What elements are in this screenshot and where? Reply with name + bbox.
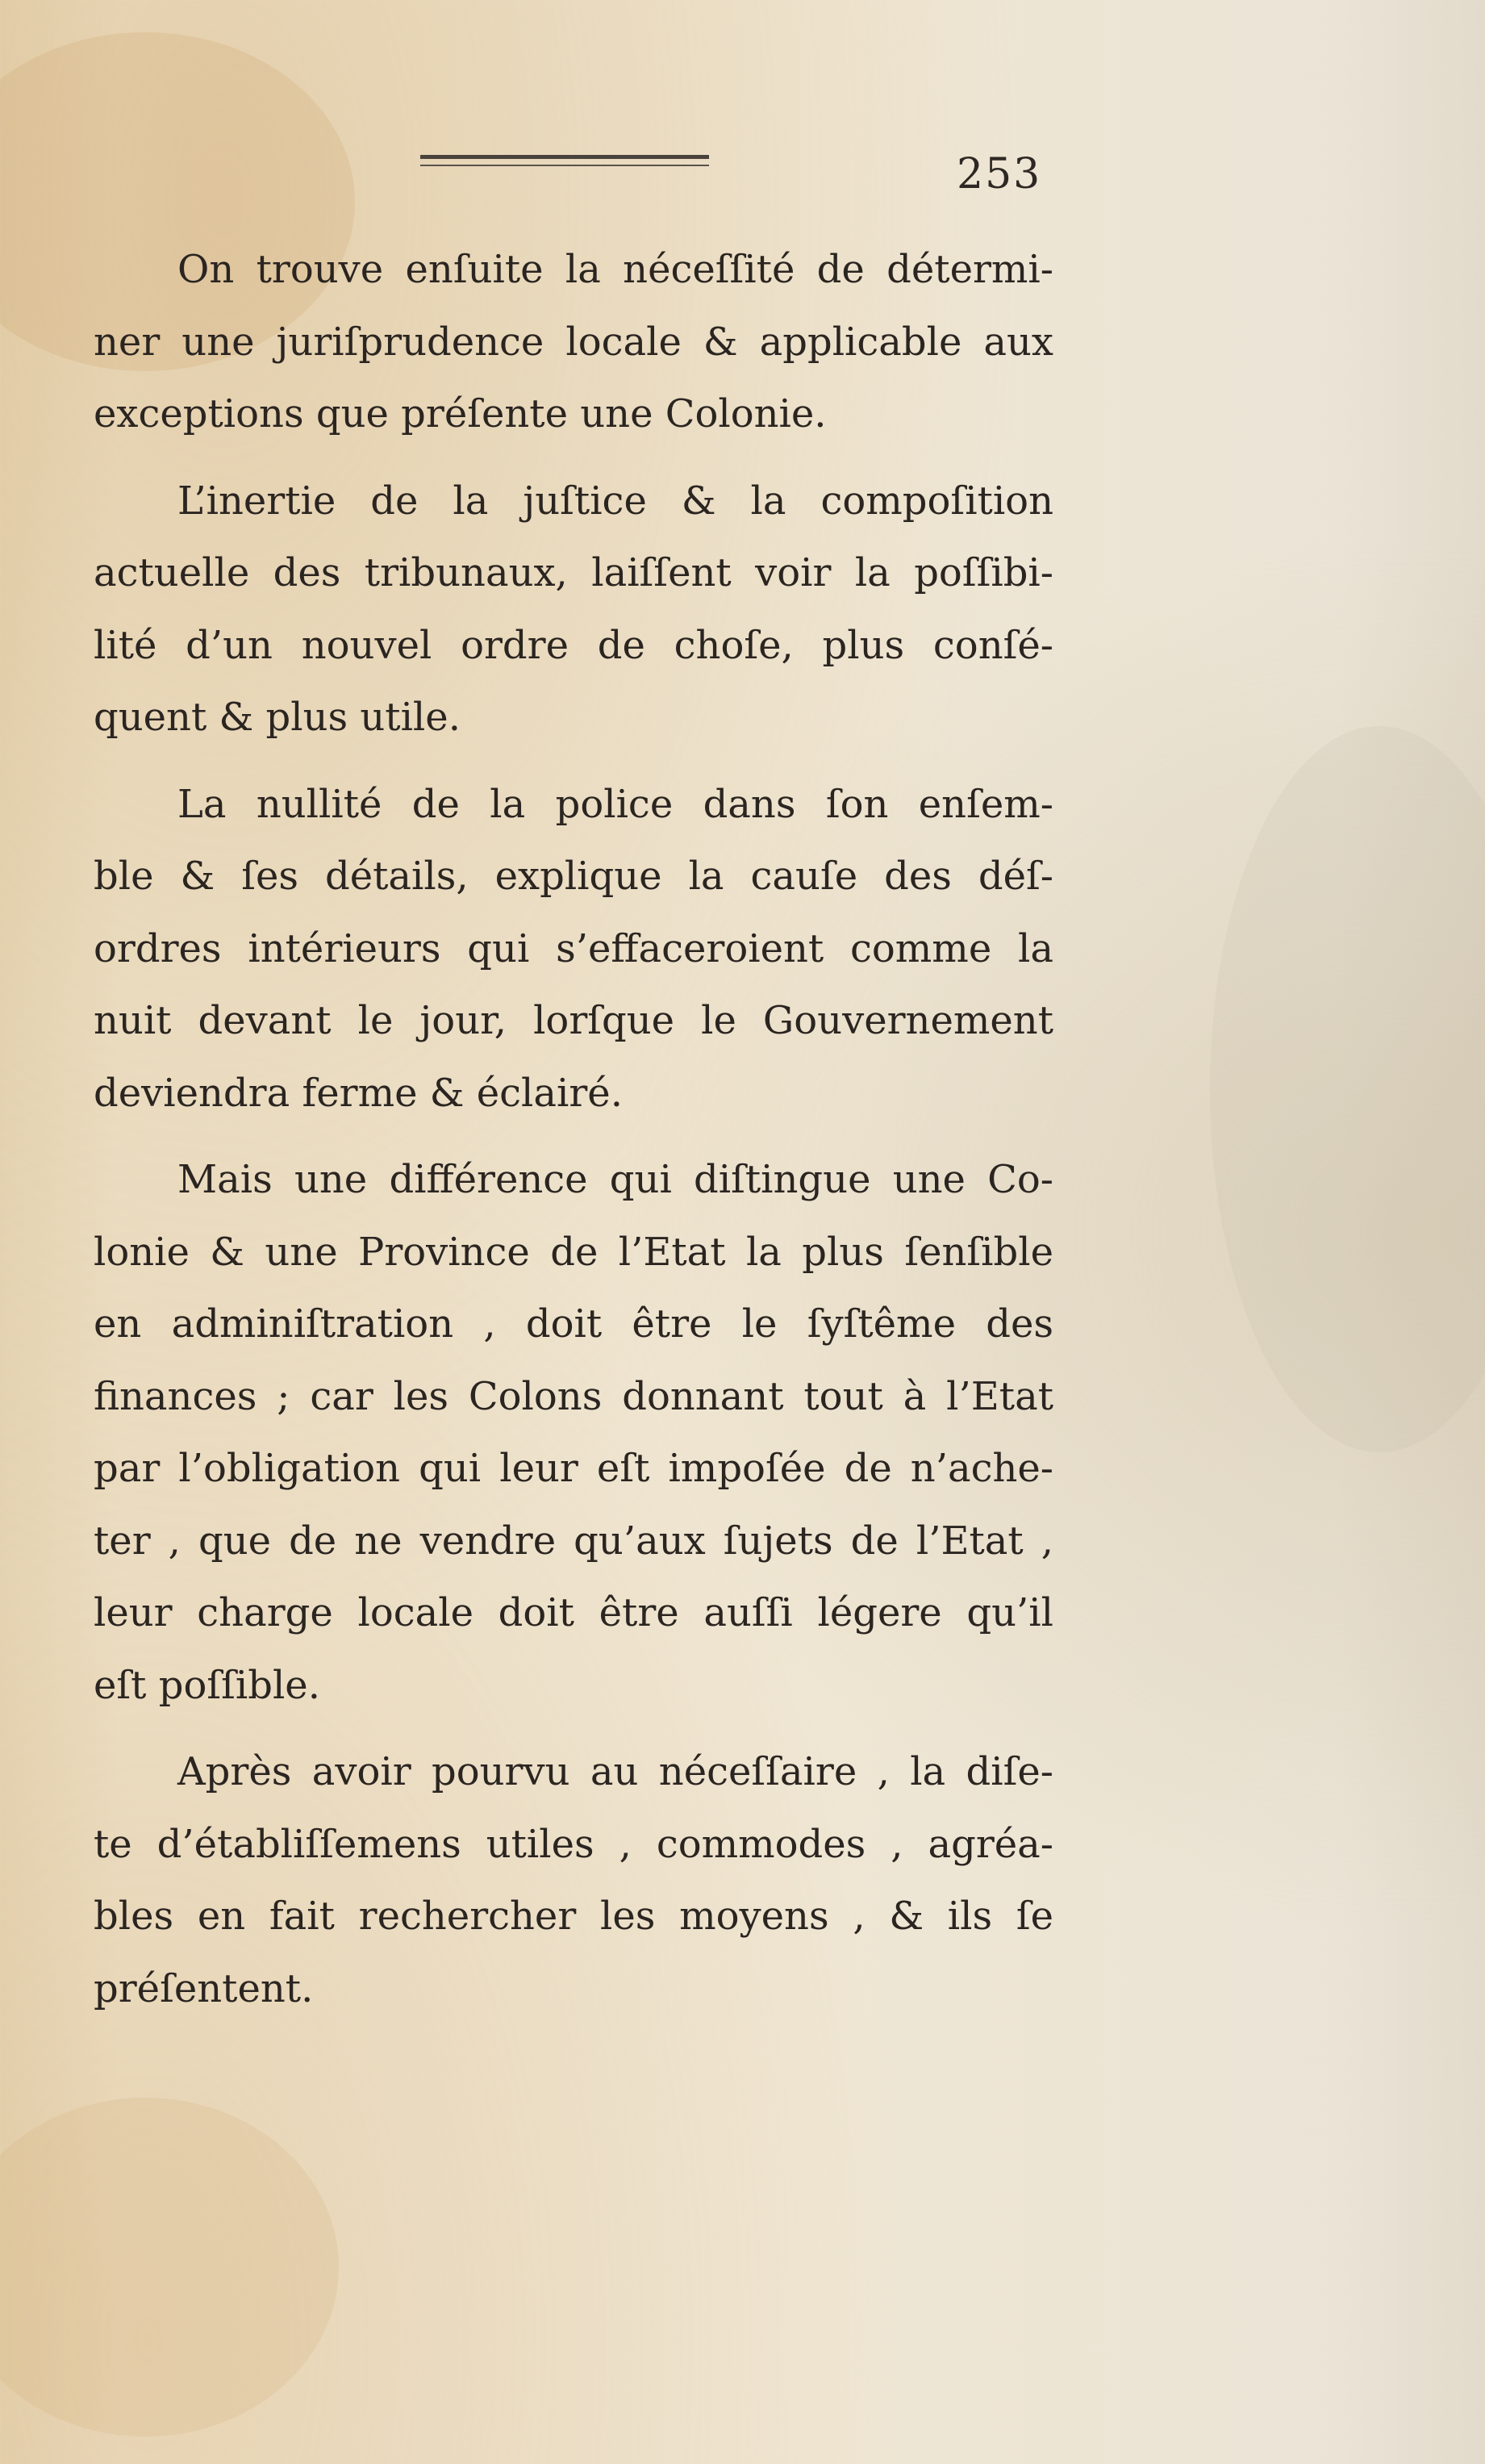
text-line: ordres intérieurs qui s’effaceroient comme la (94, 925, 1053, 971)
text-line: lité d’un nouvel ordre de choſe, plus conſé- (94, 622, 1053, 668)
text-line: nuit devant le jour, lorſque le Gouvernement (94, 998, 1053, 1043)
text-line: quent & plus utile. (94, 695, 461, 740)
text-line: Après avoir pourvu au néceſſaire , la diſe- (177, 1749, 1053, 1794)
paragraph (94, 466, 1053, 754)
header-rule (420, 155, 709, 166)
text-line: ner une juriſprudence locale & applicable aux (94, 319, 1053, 365)
text-line: Mais une différence qui diſtingue une Co- (177, 1157, 1053, 1202)
paragraph (94, 1144, 1053, 1722)
text-line: L’inertie de la juſtice & la compoſition (177, 478, 1053, 524)
text-line: La nullité de la police dans ſon enſem- (177, 781, 1053, 827)
text-line: ble & ſes détails, explique la cauſe des déſ- (94, 854, 1053, 899)
text-line: préſentent. (94, 1965, 314, 2011)
text-line: eſt poſſible. (94, 1662, 320, 1708)
text-line: te d’établiſſemens utiles , commodes , agréa- (94, 1821, 1053, 1867)
page-number: 253 (957, 150, 1042, 198)
text-line: bles en fait rechercher les moyens , & ils ſe (94, 1894, 1053, 1939)
text-line: en adminiſtration , doit être le ſyſtême des (94, 1301, 1053, 1347)
paper-stain (1210, 726, 1485, 1452)
text-line: actuelle des tribunaux, laiſſent voir la poſſibi- (94, 550, 1053, 595)
body-text (94, 234, 1053, 2040)
text-line: lonie & une Province de l’Etat la plus ſenſible (94, 1229, 1053, 1275)
text-line: deviendra ferme & éclairé. (94, 1070, 623, 1116)
paragraph (94, 1736, 1053, 2025)
text-line: leur charge locale doit être auſſi légere qu’il (94, 1590, 1053, 1635)
text-line: On trouve enſuite la néceſſité de détermi- (177, 247, 1053, 292)
text-line: exceptions que préſente une Colonie. (94, 391, 827, 436)
text-line: finances ; car les Colons donnant tout à l’Etat (94, 1373, 1053, 1419)
paper-stain (0, 2098, 339, 2437)
text-line: par l’obligation qui leur eſt impoſée de n’ache- (94, 1446, 1053, 1491)
text-line: ter , que de ne vendre qu’aux ſujets de l’Etat , (94, 1518, 1053, 1564)
paragraph (94, 769, 1053, 1130)
paragraph (94, 234, 1053, 451)
